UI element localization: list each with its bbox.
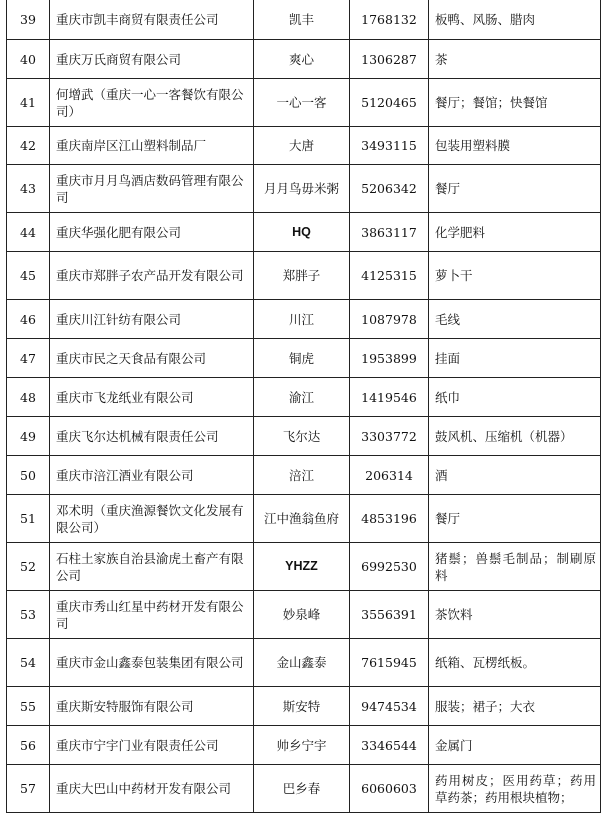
row-number: 44 [7,213,50,252]
registration-number: 3556391 [350,591,429,639]
table-row [7,127,601,165]
trademark-name: YHZZ [254,543,350,591]
registration-number: 4853196 [350,495,429,543]
registration-number: 4125315 [350,252,429,300]
table-row [7,300,601,339]
row-number: 45 [7,252,50,300]
company-name: 重庆市月月鸟酒店数码管理有限公司 [50,165,254,213]
table-row [7,213,601,252]
row-number: 51 [7,495,50,543]
trademark-name: 月月鸟毋米粥 [254,165,350,213]
company-name: 重庆市秀山红星中药材开发有限公司 [50,591,254,639]
table-row [7,591,601,639]
trademark-name: 大唐 [254,127,350,165]
goods-description: 金属门 [429,726,601,765]
goods-description: 药用树皮；医用药草；药用草药茶；药用根块植物； [429,765,601,813]
table-row [7,639,601,687]
goods-description: 茶 [429,40,601,79]
company-name: 重庆斯安特服饰有限公司 [50,687,254,726]
company-name: 重庆市郑胖子农产品开发有限公司 [50,252,254,300]
row-number: 55 [7,687,50,726]
row-number: 48 [7,378,50,417]
table-row [7,417,601,456]
row-number: 47 [7,339,50,378]
table-row [7,339,601,378]
goods-description: 酒 [429,456,601,495]
registration-number: 5120465 [350,79,429,127]
trademark-name: 凯丰 [254,0,350,40]
company-name: 重庆华强化肥有限公司 [50,213,254,252]
row-number: 57 [7,765,50,813]
row-number: 43 [7,165,50,213]
goods-description: 服装；裙子；大衣 [429,687,601,726]
company-name: 邓术明（重庆渔源餐饮文化发展有限公司） [50,495,254,543]
trademark-table [6,0,601,813]
row-number: 40 [7,40,50,79]
goods-description: 鼓风机、压缩机（机器） [429,417,601,456]
company-name: 重庆市宁宇门业有限责任公司 [50,726,254,765]
goods-description: 餐厅 [429,165,601,213]
company-name: 重庆市涪江酒业有限公司 [50,456,254,495]
company-name: 重庆市民之天食品有限公司 [50,339,254,378]
registration-number: 7615945 [350,639,429,687]
row-number: 49 [7,417,50,456]
goods-description: 包装用塑料膜 [429,127,601,165]
table-row [7,0,601,40]
registration-number: 1087978 [350,300,429,339]
trademark-name: 川江 [254,300,350,339]
row-number: 42 [7,127,50,165]
trademark-name: 斯安特 [254,687,350,726]
trademark-name: 江中渔翁鱼府 [254,495,350,543]
registration-number: 5206342 [350,165,429,213]
goods-description: 挂面 [429,339,601,378]
registration-number: 3303772 [350,417,429,456]
table-row [7,687,601,726]
row-number: 46 [7,300,50,339]
company-name: 重庆大巴山中药材开发有限公司 [50,765,254,813]
table-row [7,765,601,813]
trademark-name: 爽心 [254,40,350,79]
table-row [7,79,601,127]
trademark-name: 郑胖子 [254,252,350,300]
registration-number: 1419546 [350,378,429,417]
trademark-name: 一心一客 [254,79,350,127]
goods-description: 餐厅；餐馆；快餐馆 [429,79,601,127]
row-number: 50 [7,456,50,495]
company-name: 重庆市飞龙纸业有限公司 [50,378,254,417]
goods-description: 板鸭、风肠、腊肉 [429,0,601,40]
row-number: 53 [7,591,50,639]
row-number: 52 [7,543,50,591]
trademark-name: 渝江 [254,378,350,417]
goods-description: 纸箱、瓦楞纸板。 [429,639,601,687]
company-name: 重庆南岸区江山塑料制品厂 [50,127,254,165]
company-name: 何增武（重庆一心一客餐饮有限公司） [50,79,254,127]
registration-number: 6060603 [350,765,429,813]
table-body [7,0,601,813]
trademark-name: 妙泉峰 [254,591,350,639]
row-number: 56 [7,726,50,765]
company-name: 重庆市金山鑫泰包装集团有限公司 [50,639,254,687]
table-row [7,378,601,417]
registration-number: 1306287 [350,40,429,79]
goods-description: 萝卜干 [429,252,601,300]
row-number: 39 [7,0,50,40]
registration-number: 9474534 [350,687,429,726]
table-row [7,40,601,79]
goods-description: 毛线 [429,300,601,339]
registration-number: 1768132 [350,0,429,40]
trademark-name: 巴乡春 [254,765,350,813]
table-row [7,456,601,495]
table-row [7,252,601,300]
goods-description: 餐厅 [429,495,601,543]
row-number: 41 [7,79,50,127]
goods-description: 茶饮料 [429,591,601,639]
registration-number: 3493115 [350,127,429,165]
company-name: 重庆川江针纺有限公司 [50,300,254,339]
company-name: 重庆市凯丰商贸有限责任公司 [50,0,254,40]
table-row [7,165,601,213]
trademark-name: HQ [254,213,350,252]
table-row [7,495,601,543]
trademark-name: 飞尔达 [254,417,350,456]
table-row [7,543,601,591]
trademark-name: 帅乡宁宇 [254,726,350,765]
trademark-name: 涪江 [254,456,350,495]
row-number: 54 [7,639,50,687]
table-row [7,726,601,765]
registration-number: 3346544 [350,726,429,765]
trademark-name: 金山鑫泰 [254,639,350,687]
registration-number: 1953899 [350,339,429,378]
company-name: 重庆飞尔达机械有限责任公司 [50,417,254,456]
goods-description: 化学肥料 [429,213,601,252]
company-name: 石柱土家族自治县渝虎土畜产有限公司 [50,543,254,591]
registration-number: 3863117 [350,213,429,252]
company-name: 重庆万氏商贸有限公司 [50,40,254,79]
registration-number: 206314 [350,456,429,495]
trademark-name: 铜虎 [254,339,350,378]
registration-number: 6992530 [350,543,429,591]
goods-description: 猪鬃；兽鬃毛制品；制刷原料 [429,543,601,591]
goods-description: 纸巾 [429,378,601,417]
